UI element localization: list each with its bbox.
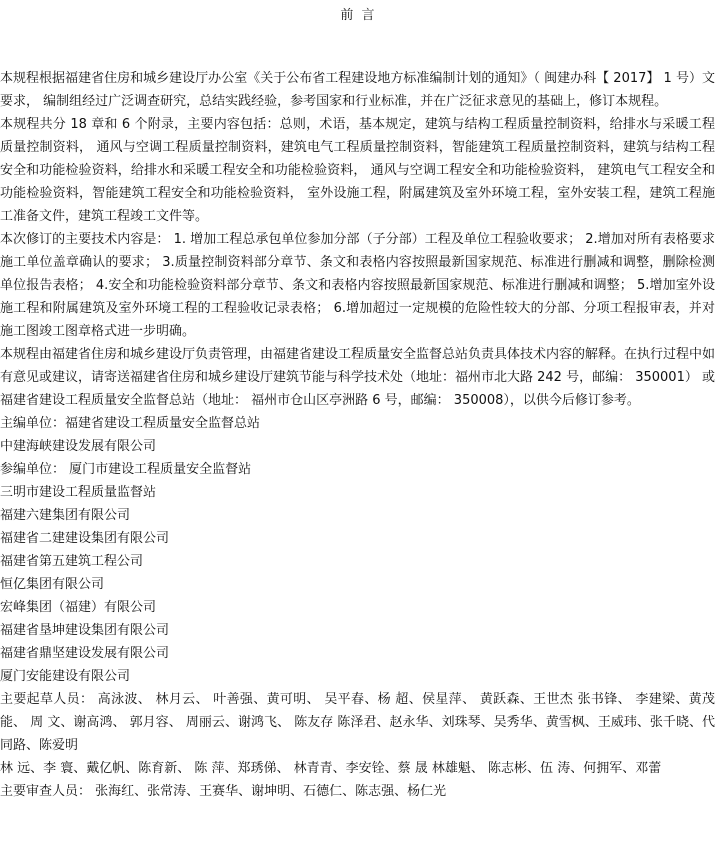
management-paragraph: 本规程由福建省住房和城乡建设厅负责管理，由福建省建设工程质量安全监督总站负责具体技术内容的解释。在执行过程中如有意见或建议，请寄送福建省住房和城乡建设厅建筑节能与科学技术处（地址：福州市北大路 242 号，邮编： 350001） 或福建省建设工程质量安全监督总站（地址： 福州市仓山区亭洲路 6 号，邮编： 350008），以供今后修订参考。 (0, 347, 716, 408)
org-line: 宏峰集团（福建）有限公司 (0, 600, 157, 615)
chief-editor-unit: 主编单位：福建省建设工程质量安全监督总站 (0, 416, 261, 431)
contents-paragraph: 本规程共分 18 章和 6 个附录，主要内容包括：总则，术语，基本规定，建筑与结构工程质量控制资料，给排水与采暖工程质量控制资料， 通风与空调工程质量控制资料，建筑电气工程质量控制资料，智能建筑工程质量控制资料，建筑与结构工程安全和功能检验资料，给排水和采暖工程安全和功能检验资料， 通风与空调工程安全和功能检验资料， 建筑电气工程安全和功能检验资料，智能建筑工程安全和功能检验资料， 室外设施工程，附属建筑及室外环境工程，室外安装工程，建筑工程施工准备文件，建筑工程竣工文件等。 (0, 117, 715, 224)
org-line: 福建省第五建筑工程公司 (0, 554, 144, 569)
revisions-paragraph: 本次修订的主要技术内容是： 1. 增加工程总承包单位参加分部（子分部）工程及单位工程验收要求； 2.增加对所有表格要求施工单位盖章确认的要求； 3.质量控制资料部分章节、条文和表格内容按照最新国家规范、标准进行删减和调整，删除检测单位报告表格； 4.安全和功能检验资料部分章节、条文和表格内容按照最新国家规范、标准进行删减和调整； 5.增加室外设施工程和附属建筑及室外环境工程的工程验收记录表格； 6.增加超过一定规模的危险性较大的分部、分项工程报审表，并对施工图竣工图章格式进一步明确。 (0, 232, 715, 339)
main-drafters: 主要起草人员： 高泳波、 林月云、 叶善强、黄可明、 吴平春、杨 超、侯星萍、 黄跃森、王世杰 张书锋、 李建梁、黄茂能、 周 文、谢高鸿、 郭月容、 周丽云、谢鸿飞、 陈友存 陈泽君、赵永华、刘珠琴、吴秀华、黄雪枫、王威玮、张千晓、代同路、陈爱明 (0, 692, 715, 753)
org-line: 中建海峡建设发展有限公司 (0, 439, 157, 454)
org-line: 厦门安能建设有限公司 (0, 669, 131, 684)
participating-units: 参编单位： 厦门市建设工程质量安全监督站 (0, 462, 252, 477)
org-line: 福建六建集团有限公司 (0, 508, 131, 523)
org-line: 恒亿集团有限公司 (0, 577, 105, 592)
org-line: 福建省垦坤建设集团有限公司 (0, 623, 170, 638)
page-title: 前 言 (340, 8, 377, 23)
intro-paragraph: 本规程根据福建省住房和城乡建设厅办公室《关于公布省工程建设地方标准编制计划的通知》（ 闽建办科【 2017】 1 号）文要求， 编制组经过广泛调查研究，总结实践经验，参考国家和行业标准，并在广泛征求意见的基础上，修订本规程。 (0, 71, 715, 109)
main-reviewers: 主要审查人员： 张海红、张常涛、王赛华、谢坤明、石德仁、陈志强、杨仁光 (0, 784, 447, 799)
main-drafters-continued: 林 远、李 寰、戴亿帆、陈育新、 陈 萍、郑琇俤、 林青青、李安铨、蔡 晟 林雄魁、 陈志彬、伍 涛、何拥军、邓蕾 (0, 761, 662, 776)
org-line: 福建省二建建设集团有限公司 (0, 531, 170, 546)
org-line: 三明市建设工程质量监督站 (0, 485, 157, 500)
spacer (0, 27, 717, 67)
org-line: 福建省鼎坚建设发展有限公司 (0, 646, 170, 661)
